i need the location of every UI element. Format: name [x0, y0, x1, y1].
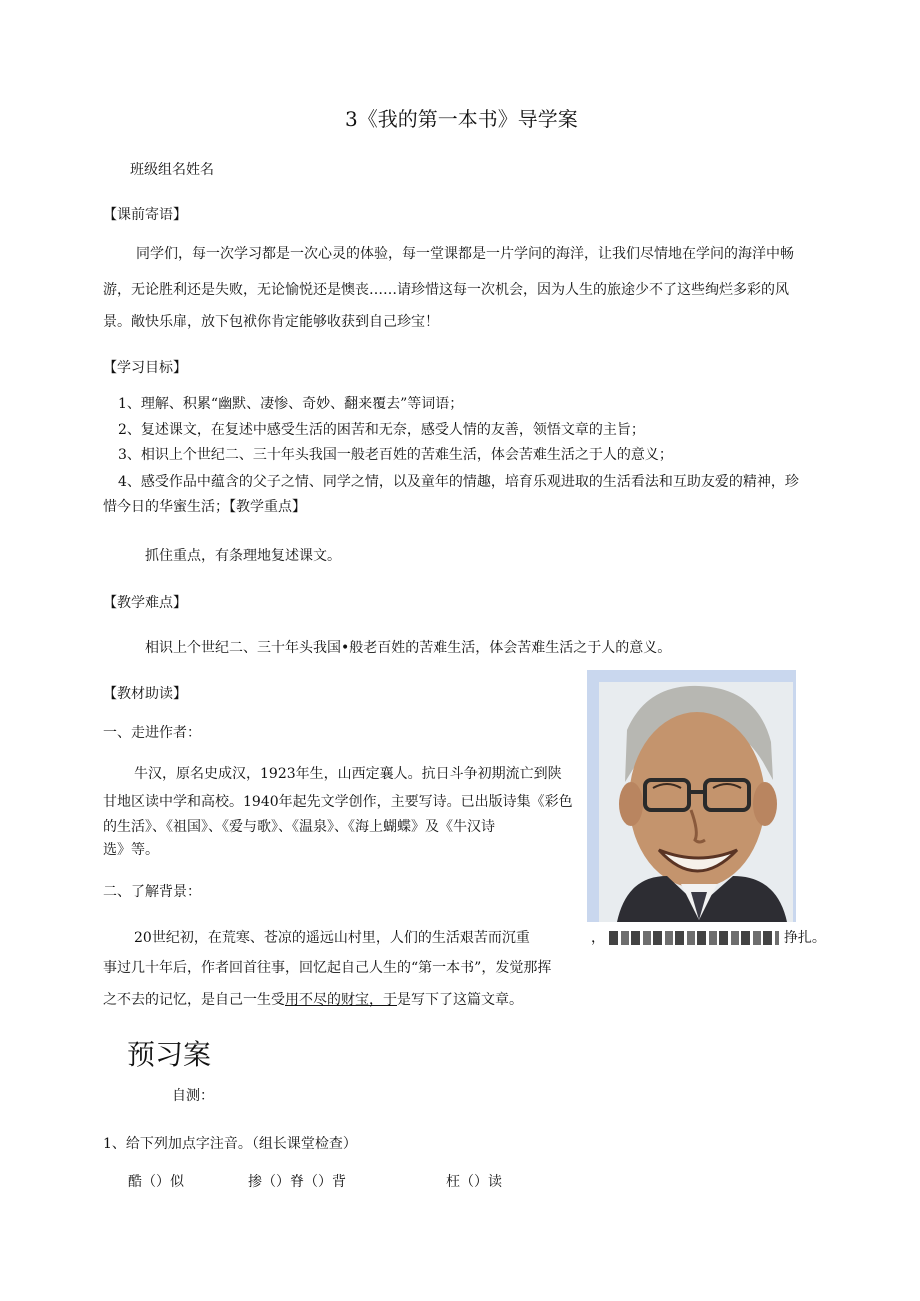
section-heading-difficulty: 【教学难点】 [103, 595, 187, 611]
author-line: 牛汉，原名史成汉，1923年生，山西定襄人。抗日斗争初期流亡到陕 [134, 766, 562, 782]
goal-line: 惜今日的华蜜生活；【教学重点】 [103, 499, 306, 515]
background-text: 是写下了这篇文章。 [397, 992, 523, 1008]
self-test-label: 自测： [172, 1088, 214, 1104]
section-heading-preface: 【课前寄语】 [103, 207, 187, 223]
garbled-caption-start: ， [591, 930, 605, 946]
difficulty-text: 相识上个世纪二、三十年头我国•般老百姓的苦难生活，体会苦难生活之于人的意义。 [145, 640, 672, 656]
background-line: 20世纪初，在荒寒、苍凉的遥远山村里，人们的生活艰苦而沉重 [134, 930, 530, 946]
preface-line: 同学们，每一次学习都是一次心灵的体验，每一堂课都是一片学问的海洋，让我们尽情地在学问的海洋中畅 [136, 246, 794, 262]
preview-heading: 预习案 [127, 1038, 212, 1071]
underlined-text: 用不尽的财宝，于 [285, 992, 397, 1008]
garbled-caption-text [591, 928, 841, 948]
pinyin-item: 酷（）似 [128, 1174, 184, 1190]
question-1: 1、给下列加点字注音。（组长课堂检查） [103, 1136, 357, 1152]
author-line: 甘地区读中学和高校。1940年起先文学创作，主要写诗。已出版诗集《彩色 [103, 794, 573, 810]
section-heading-reading: 【教材助读】 [103, 686, 187, 702]
portrait-illustration [587, 670, 796, 922]
subheading-author: 一、走进作者： [103, 725, 201, 741]
subheading-background: 二、了解背景： [103, 884, 201, 900]
key-point-text: 抓住重点，有条理地复述课文。 [145, 548, 341, 564]
background-text: 之不去的记忆，是自己一生受 [103, 992, 285, 1008]
garbled-caption-end: 挣扎。 [783, 930, 826, 946]
pinyin-item: 枉（）读 [446, 1174, 502, 1190]
pinyin-item: 掺（）脊（）背 [248, 1174, 346, 1190]
preface-line: 景。敞快乐扉，放下包袱你肯定能够收获到自己珍宝！ [103, 314, 439, 330]
preface-line: 游，无论胜利还是失败，无论愉悦还是懊丧……请珍惜这每一次机会，因为人生的旅途少不了这些绚烂多彩的风 [103, 282, 789, 298]
page-title: 3《我的第一本书》导学案 [345, 107, 578, 131]
author-photo [587, 670, 796, 922]
class-name-line: 班级组名姓名 [130, 162, 214, 178]
section-heading-goals: 【学习目标】 [103, 360, 187, 376]
goal-line: 2、复述课文，在复述中感受生活的困苦和无奈，感受人情的友善，领悟文章的主旨； [118, 422, 645, 438]
goal-line: 4、感受作品中蕴含的父子之情、同学之情，以及童年的情趣，培育乐观进取的生活看法和互助友爱的精神，珍 [118, 474, 799, 490]
author-line: 的生活》、《祖国》、《爱与歌》、《温泉》、《海上蝴蝶》及《牛汉诗 [103, 819, 495, 835]
goal-line: 3、相识上个世纪二、三十年头我国一般老百姓的苦难生活，体会苦难生活之于人的意义； [118, 447, 673, 463]
goal-line: 1、理解、积累“幽默、凄惨、奇妙、翻来覆去”等词语； [118, 396, 464, 412]
background-line: 事过几十年后，作者回首往事，回忆起自己人生的“第一本书”，发觉那挥 [103, 960, 552, 976]
author-line: 选》等。 [103, 842, 159, 858]
background-line [103, 990, 523, 1010]
illegible-text-smear [609, 931, 779, 945]
